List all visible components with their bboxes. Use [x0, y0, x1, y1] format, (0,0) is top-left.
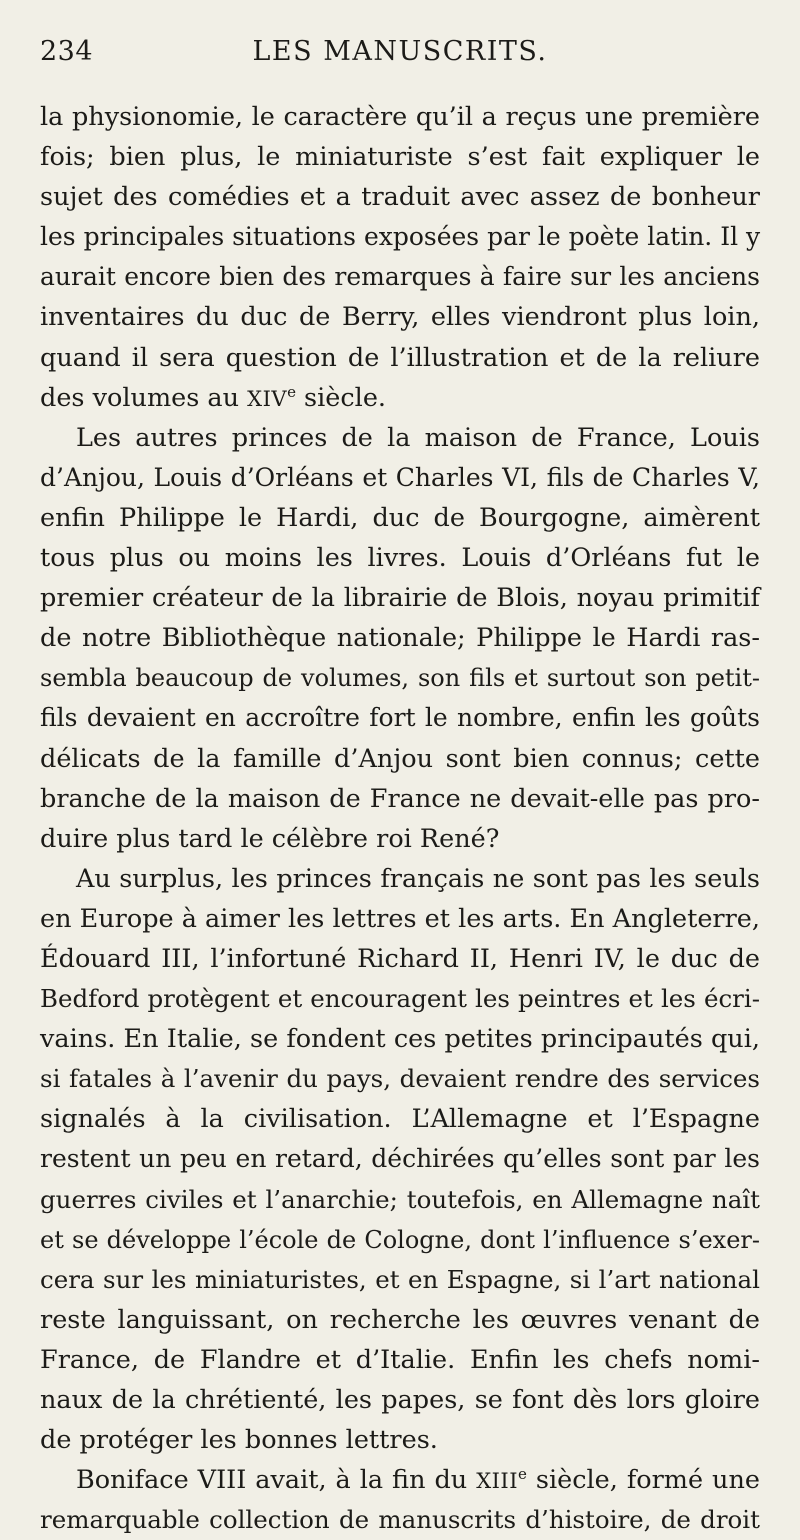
text-line: délicats de la famille d’Anjou sont bien connus; cette — [40, 743, 760, 774]
text-line: Au surplus, les princes français ne sont pas les seuls — [76, 863, 760, 894]
text-line — [40, 1460, 760, 1500]
running-title: LES MANUSCRITS. — [252, 36, 548, 67]
running-head — [40, 36, 760, 76]
roman-numeral: XIV — [247, 386, 288, 411]
text-line: reste languissant, on recherche les œuvres venant de — [40, 1304, 760, 1335]
text-line: fois; bien plus, le miniaturiste s’est fait expliquer le — [40, 142, 760, 173]
text-line: vains. En Italie, se fondent ces petites principautés qui, — [40, 1024, 760, 1055]
text-line: restent un peu en retard, déchirées qu’elles sont par les — [40, 1144, 760, 1174]
text-line: de protéger les bonnes lettres. — [40, 1425, 438, 1456]
text-fragment: des volumes au — [40, 382, 248, 413]
text-line: premier créateur de la librairie de Blois, noyau primitif — [40, 583, 760, 614]
text-line: enfin Philippe le Hardi, duc de Bourgogne, aimèrent — [40, 502, 760, 533]
text-line: Édouard III, l’infortuné Richard II, Henri IV, le duc de — [40, 943, 760, 974]
text-line: France, de Flandre et d’Italie. Enfin les chefs nomi- — [40, 1344, 760, 1375]
text-line: sujet des comédies et a traduit avec assez de bonheur — [40, 182, 760, 213]
text-line: si fatales à l’avenir du pays, devaient rendre des services — [40, 1064, 760, 1094]
text-line: remarquable collection de manuscrits d’histoire, de droit — [40, 1505, 760, 1535]
text-line: guerres civiles et l’anarchie; toutefois, en Allemagne naît — [40, 1184, 760, 1214]
text-line: branche de la maison de France ne devait-elle pas pro- — [40, 783, 760, 814]
text-line: tous plus ou moins les livres. Louis d’Orléans fut le — [40, 543, 760, 574]
text-fragment: Boniface VIII avait, à la fin du — [76, 1465, 477, 1496]
text-line: cera sur les miniaturistes, et en Espagne, si l’art national — [40, 1264, 760, 1294]
text-line — [40, 378, 760, 418]
text-line: Bedford protègent et encouragent les peintres et les écri- — [40, 984, 760, 1014]
text-line: quand il sera question de l’illustration et de la reliure — [40, 342, 760, 373]
text-line: Les autres princes de la maison de France, Louis — [76, 422, 760, 453]
text-fragment: siècle. — [295, 382, 387, 413]
text-line: en Europe à aimer les lettres et les arts. En Angleterre, — [40, 903, 760, 934]
text-line: fils devaient en accroître fort le nombre, enfin les goûts — [40, 703, 760, 733]
text-fragment: siècle, formé une — [526, 1465, 760, 1496]
text-line: les principales situations exposées par le poète latin. Il y — [40, 222, 761, 252]
text-line: de notre Bibliothèque nationale; Philippe le Hardi ras- — [40, 623, 760, 654]
text-line: et se développe l’école de Cologne, dont l’influence s’exer- — [40, 1225, 760, 1254]
text-line: naux de la chrétienté, les papes, se font dès lors gloire — [40, 1385, 760, 1415]
text-line: sembla beaucoup de volumes, son fils et surtout son petit- — [40, 664, 760, 693]
text-line: signalés à la civilisation. L’Allemagne et l’Espagne — [40, 1104, 760, 1135]
ordinal-suffix: e — [518, 1465, 527, 1484]
text-line: duire plus tard le célèbre roi René? — [40, 823, 500, 854]
ordinal-suffix: e — [287, 382, 296, 401]
text-line: d’Anjou, Louis d’Orléans et Charles VI, fils de Charles V, — [40, 462, 760, 492]
text-line: aurait encore bien des remarques à faire sur les anciens — [40, 262, 760, 292]
body-text — [40, 97, 760, 1540]
roman-numeral: XIII — [476, 1469, 519, 1494]
page-number: 234 — [40, 36, 94, 67]
text-line: inventaires du duc de Berry, elles viendront plus loin, — [40, 302, 760, 333]
text-line: la physionomie, le caractère qu’il a reçus une première — [40, 102, 760, 132]
